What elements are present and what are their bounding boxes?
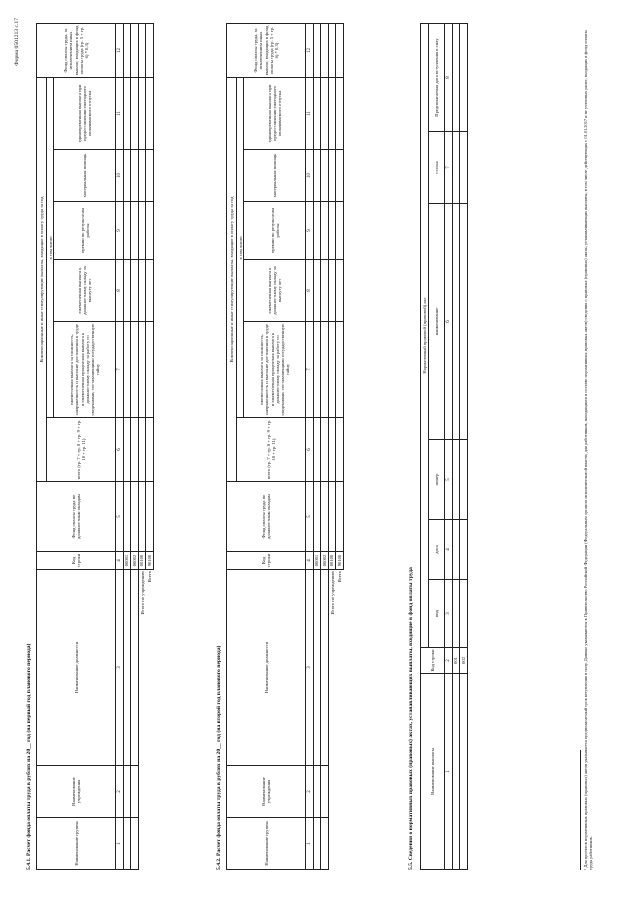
header-institution-name: Наименование учреждения (37, 766, 116, 818)
header-compensation-group: Компенсационные и иные стимулирующие выплаты, входящие в оплату труда за год (37, 78, 47, 482)
cell-input[interactable] (328, 418, 336, 482)
cell-input[interactable] (321, 202, 329, 260)
cell-input[interactable] (138, 150, 146, 202)
cell-input[interactable] (146, 24, 154, 78)
header-seniority-payment: ежемесячная выплата к должностному окладу за выслугу лет (244, 260, 306, 322)
cell-input[interactable] (313, 322, 321, 418)
header-row-code: Код строки (227, 552, 306, 570)
cell-input[interactable] (328, 322, 336, 418)
col-number: 2 (306, 766, 314, 818)
cell-input[interactable] (452, 204, 460, 440)
cell-input[interactable] (452, 520, 460, 580)
row-code: 00100 (328, 552, 336, 570)
header-act-number: номер (429, 440, 445, 520)
cell-input[interactable] (328, 24, 336, 78)
cell-input[interactable] (452, 580, 460, 648)
col-number: 5 (306, 482, 314, 552)
header-material-aid: материальная помощь (244, 150, 306, 202)
cell-input[interactable] (138, 322, 146, 418)
cell-input[interactable] (336, 202, 344, 260)
col-number: 7 (306, 322, 314, 418)
col-number: 5 (116, 482, 124, 552)
col-number: 7 (116, 322, 124, 418)
row-code: 001 (452, 648, 460, 674)
cell-input[interactable] (336, 482, 344, 552)
col-number: 9 (306, 202, 314, 260)
col-number: 6 (445, 204, 453, 440)
cell-input[interactable] (123, 78, 131, 150)
col-number: 2 (116, 766, 124, 818)
cell-input[interactable] (138, 260, 146, 322)
cell-input[interactable] (138, 482, 146, 552)
table-row (460, 23, 468, 869)
col-number: 10 (116, 150, 124, 202)
header-vacation-payment: единовременная выплата при предоставлении ежегодного оплачиваемого отпуска (54, 78, 116, 150)
cell-input[interactable] (138, 202, 146, 260)
header-legal-act: Нормативный правовой (правовой) акт (421, 23, 429, 647)
cell-input[interactable] (146, 482, 154, 552)
row-code: 00002 (131, 552, 139, 570)
col-number: 12 (116, 24, 124, 78)
header-total: всего (гр. 7 + гр. 8 + гр. 9 + гр. 10 + гр. 11) (47, 418, 116, 482)
header-salary-fund: Фонд оплаты труда по должностным окладам (227, 482, 306, 552)
row-code: 00002 (321, 552, 329, 570)
cell-input[interactable] (146, 78, 154, 150)
form-label: Форма 0501213 с.17 (14, 18, 20, 66)
cell-input[interactable] (328, 260, 336, 322)
cell-input[interactable] (131, 202, 139, 260)
cell-input[interactable] (452, 23, 460, 131)
cell-input[interactable] (131, 260, 139, 322)
cell-input[interactable] (313, 482, 321, 552)
cell-input[interactable] (131, 150, 139, 202)
cell-input[interactable] (146, 150, 154, 202)
header-payment-name: Наименование выплаты (421, 674, 445, 870)
col-number: 6 (306, 418, 314, 482)
header-group-name: Наименование группы (227, 818, 306, 870)
col-number: 8 (445, 23, 453, 131)
col-number: 1 (445, 674, 453, 870)
header-fund-total: Фонд оплаты труда, за исключением иных выплат, входящих в фонд оплаты труда (гр. 5 + гр. 6) * 0,3) (37, 24, 116, 78)
cell-input[interactable] (452, 132, 460, 204)
col-number: 12 (306, 24, 314, 78)
cell-input[interactable] (123, 260, 131, 322)
col-number: 4 (445, 520, 453, 580)
cell-input[interactable] (321, 78, 329, 150)
cell-input[interactable] (146, 322, 154, 418)
row-code: 002 (460, 648, 468, 674)
cell-input[interactable] (138, 24, 146, 78)
cell-input[interactable] (131, 482, 139, 552)
header-compensation-group: Компенсационные и иные стимулирующие выплаты, входящие в оплату труда за год (227, 78, 237, 482)
rotated-content (12, 12, 612, 892)
col-number: 5 (445, 440, 453, 520)
col-number: 8 (116, 260, 124, 322)
header-position-name: Наименование должности (37, 570, 116, 766)
header-bonus: премии по результатам работы (244, 202, 306, 260)
header-vacation-payment: единовременная выплата при предоставлении ежегодного оплачиваемого отпуска (244, 78, 306, 150)
col-number: 6 (116, 418, 124, 482)
table-row-total (336, 24, 344, 870)
col-number: 3 (306, 570, 314, 766)
cell-input[interactable] (321, 418, 329, 482)
table-row (131, 24, 139, 870)
section-541-title: 5.4.1. Расчет фонда оплаты труда в рублях на 20__ год (на первый год планового периода) (26, 643, 32, 870)
col-number: 4 (306, 552, 314, 570)
cell-input[interactable] (336, 322, 344, 418)
header-total: всего (гр. 7 + гр. 8 + гр. 9 + гр. 10 + гр. 11) (237, 418, 306, 482)
col-number: 2 (445, 648, 453, 674)
table-row (123, 24, 131, 870)
col-number: 11 (116, 78, 124, 150)
header-act-type: вид (429, 580, 445, 648)
cell-input[interactable] (123, 482, 131, 552)
section-55-title: 5.5. Сведения о нормативных правовых (правовых) актах, устанавливающих выплаты, входящие в фонд оплаты труда (408, 567, 414, 870)
cell-input[interactable] (131, 24, 139, 78)
header-bonus: премии по результатам работы (54, 202, 116, 260)
section-542-title: 5.4.2. Расчет фонда оплаты труда в рублях на 20__ год (на второй год планового периода) (216, 645, 222, 870)
col-number: 7 (445, 132, 453, 204)
cell-input[interactable] (123, 150, 131, 202)
col-number: 3 (445, 580, 453, 648)
cell-input[interactable] (336, 24, 344, 78)
header-seniority-payment: ежемесячная выплата к должностному окладу за выслугу лет (54, 260, 116, 322)
header-complexity-payment: ежемесячная выплата за сложность, напряженность и высокие достижения в труде и ежемесячная процентная выплата к должностному окладу за работу со сведениями, составляющими государственную тайну (54, 322, 116, 418)
cell-input[interactable] (336, 78, 344, 150)
header-material-aid: материальная помощь (54, 150, 116, 202)
header-act-article: статья (429, 132, 445, 204)
table-row (321, 24, 329, 870)
row-code: 00001 (313, 552, 321, 570)
row-code: 00100 (138, 552, 146, 570)
cell-input[interactable] (460, 132, 468, 204)
cell-input[interactable] (328, 202, 336, 260)
cell-input[interactable] (146, 418, 154, 482)
header-act-title: наименование (429, 204, 445, 440)
cell-input[interactable] (313, 150, 321, 202)
col-number: 10 (306, 150, 314, 202)
cell-input[interactable] (138, 418, 146, 482)
footnote-divider (580, 750, 581, 870)
table-541 (36, 23, 154, 870)
cell-input[interactable] (336, 418, 344, 482)
cell-input[interactable] (460, 520, 468, 580)
col-number: 1 (306, 818, 314, 870)
header-complexity-payment: ежемесячная выплата за сложность, напряженность и высокие достижения в труде и ежемесячная процентная выплата к должностному окладу за работу со сведениями, составляющими государственную тайну (244, 322, 306, 418)
cell-input[interactable] (328, 482, 336, 552)
cell-input[interactable] (123, 24, 131, 78)
col-number: 8 (306, 260, 314, 322)
table-55 (420, 23, 468, 870)
cell-input[interactable] (321, 260, 329, 322)
subtotal-label: Итого по учреждению (329, 571, 335, 615)
header-fund-total: Фонд оплаты труда, за исключением иных выплат, входящих в фонд оплаты труда (гр. 5 + гр. 6) * 0,3) (227, 24, 306, 78)
cell-input[interactable] (460, 580, 468, 648)
cell-input[interactable] (328, 78, 336, 150)
cell-input[interactable] (146, 260, 154, 322)
header-effective-date: Предполагаемая дата вступления в силу (429, 23, 445, 131)
cell-input[interactable] (123, 202, 131, 260)
header-group-name: Наименование группы (37, 818, 116, 870)
cell-input[interactable] (123, 322, 131, 418)
cell-input[interactable] (328, 150, 336, 202)
row-code: 90100 (336, 552, 344, 570)
table-row-subtotal (328, 24, 336, 870)
col-number: 4 (116, 552, 124, 570)
cell-input[interactable] (321, 24, 329, 78)
col-number: 3 (116, 570, 124, 766)
row-code: 90100 (146, 552, 154, 570)
cell-input[interactable] (460, 23, 468, 131)
cell-input[interactable] (321, 322, 329, 418)
cell-input[interactable] (313, 78, 321, 150)
col-number: 11 (306, 78, 314, 150)
row-code: 00001 (123, 552, 131, 570)
cell-input[interactable] (146, 202, 154, 260)
cell-input[interactable] (460, 440, 468, 520)
cell-input[interactable] (131, 418, 139, 482)
cell-input[interactable] (313, 418, 321, 482)
cell-input[interactable] (138, 78, 146, 150)
cell-input[interactable] (460, 204, 468, 440)
header-salary-fund: Фонд оплаты труда по должностным окладам (37, 482, 116, 552)
cell-input[interactable] (336, 150, 344, 202)
table-row-total (146, 24, 154, 870)
cell-input[interactable] (336, 260, 344, 322)
cell-input[interactable] (313, 260, 321, 322)
header-position-name: Наименование должности (227, 570, 306, 766)
header-including: в том числе: (47, 78, 54, 418)
subtotal-label: Итого по учреждению (139, 571, 145, 615)
cell-input[interactable] (321, 150, 329, 202)
total-label: Всего (146, 571, 152, 583)
table-542 (226, 23, 344, 870)
cell-input[interactable] (131, 78, 139, 150)
header-institution-name: Наименование учреждения (227, 766, 306, 818)
table-row (313, 24, 321, 870)
col-number: 1 (116, 818, 124, 870)
cell-input[interactable] (313, 24, 321, 78)
col-number: 9 (116, 202, 124, 260)
header-row-code: Код строки (421, 648, 445, 674)
table-row-subtotal (138, 24, 146, 870)
table-row (452, 23, 460, 869)
total-label: Всего (336, 571, 342, 583)
header-act-date: дата (429, 520, 445, 580)
cell-input[interactable] (131, 322, 139, 418)
cell-input[interactable] (452, 440, 460, 520)
cell-input[interactable] (321, 482, 329, 552)
footnote: ¹ Для проектов нормативных правовых (правовых) актов указывается предполагаемый срок вступления в силу. Данные указываются в Правительство Российской Федерации (Федеральным органом исполнительной власти, для работников, находящихся в составе нормативных правовых актов) сведения о правовых (правовых) актах, устанавливающих выплаты, в том числе действующих с 01.01.2017 и не учтенных ранее, входящих в фонд оплаты труда работников. (583, 30, 594, 870)
cell-input[interactable] (123, 418, 131, 482)
cell-input[interactable] (313, 202, 321, 260)
header-row-code: Код строки (37, 552, 116, 570)
header-including: в том числе: (237, 78, 244, 418)
